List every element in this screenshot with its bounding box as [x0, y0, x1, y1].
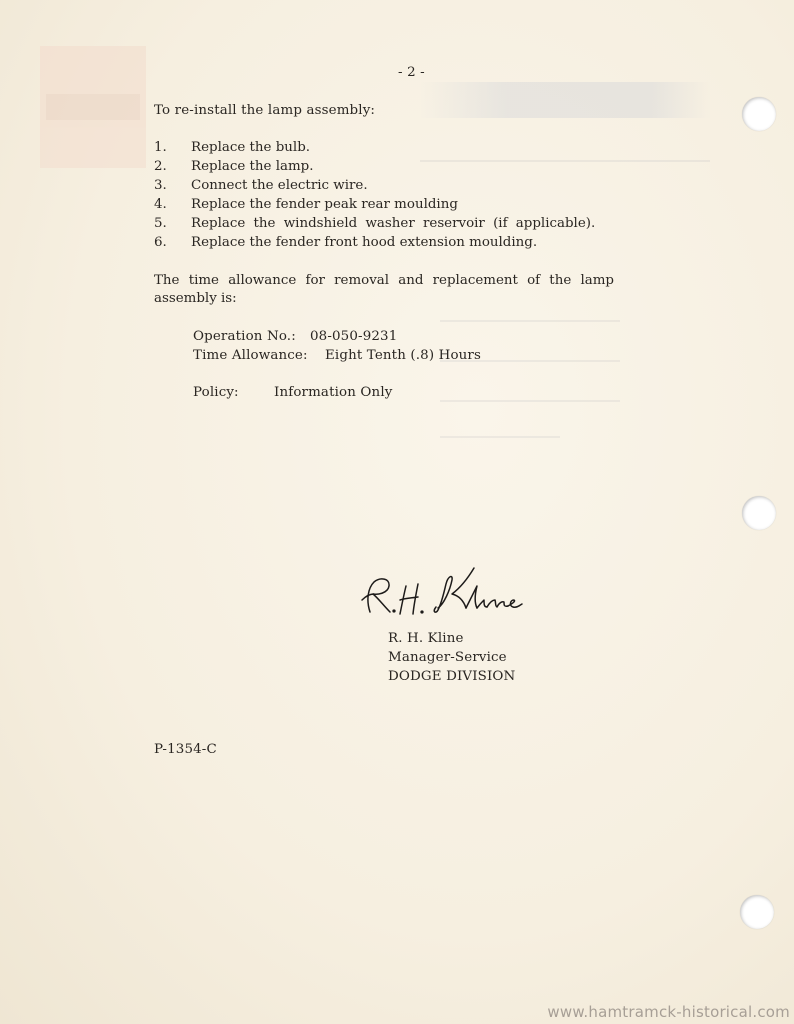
step-text: Replace the lamp.	[191, 159, 314, 174]
bleed-through-line	[440, 436, 560, 438]
handwritten-signature	[356, 560, 526, 622]
form-code: P-1354-C	[154, 742, 217, 757]
step-number: 6.	[154, 235, 167, 250]
step-text: Replace the bulb.	[191, 140, 311, 155]
binder-hole-top	[742, 97, 776, 131]
time-allowance-paragraph: The time allowance for removal and replacement of the lamp assembly is:	[154, 273, 614, 306]
step-text: Replace the fender front hood extension moulding.	[191, 235, 538, 250]
signer-title: Manager-Service	[388, 650, 507, 665]
bleed-through-line	[440, 320, 620, 322]
step-number: 3.	[154, 178, 167, 193]
step-text: Replace the windshield washer reservoir (if applicable).	[191, 216, 596, 231]
section-heading: To re-install the lamp assembly:	[154, 103, 376, 118]
step-text: Connect the electric wire.	[191, 178, 368, 193]
bleed-through-logo	[40, 46, 146, 168]
operation-number-value: 08-050-9231	[310, 329, 398, 344]
step-number: 5.	[154, 216, 167, 231]
bleed-through-line	[440, 400, 620, 402]
binder-hole-middle	[742, 496, 776, 530]
step-number: 1.	[154, 140, 167, 155]
policy-label: Policy:	[193, 385, 239, 400]
page-number: - 2 -	[398, 65, 425, 80]
step-text: Replace the fender peak rear moulding	[191, 197, 458, 212]
binder-hole-bottom	[740, 895, 774, 929]
signer-name: R. H. Kline	[388, 631, 464, 646]
time-allowance-value: Eight Tenth (.8) Hours	[325, 348, 482, 363]
step-number: 4.	[154, 197, 167, 212]
step-number: 2.	[154, 159, 167, 174]
site-watermark: www.hamtramck-historical.com	[547, 1003, 790, 1021]
policy-value: Information Only	[274, 385, 393, 400]
bleed-through-title	[420, 82, 710, 118]
bleed-through-line	[420, 160, 710, 162]
time-allowance-label: Time Allowance:	[193, 348, 308, 363]
operation-number-label: Operation No.:	[193, 329, 296, 344]
signer-division: DODGE DIVISION	[388, 669, 516, 684]
